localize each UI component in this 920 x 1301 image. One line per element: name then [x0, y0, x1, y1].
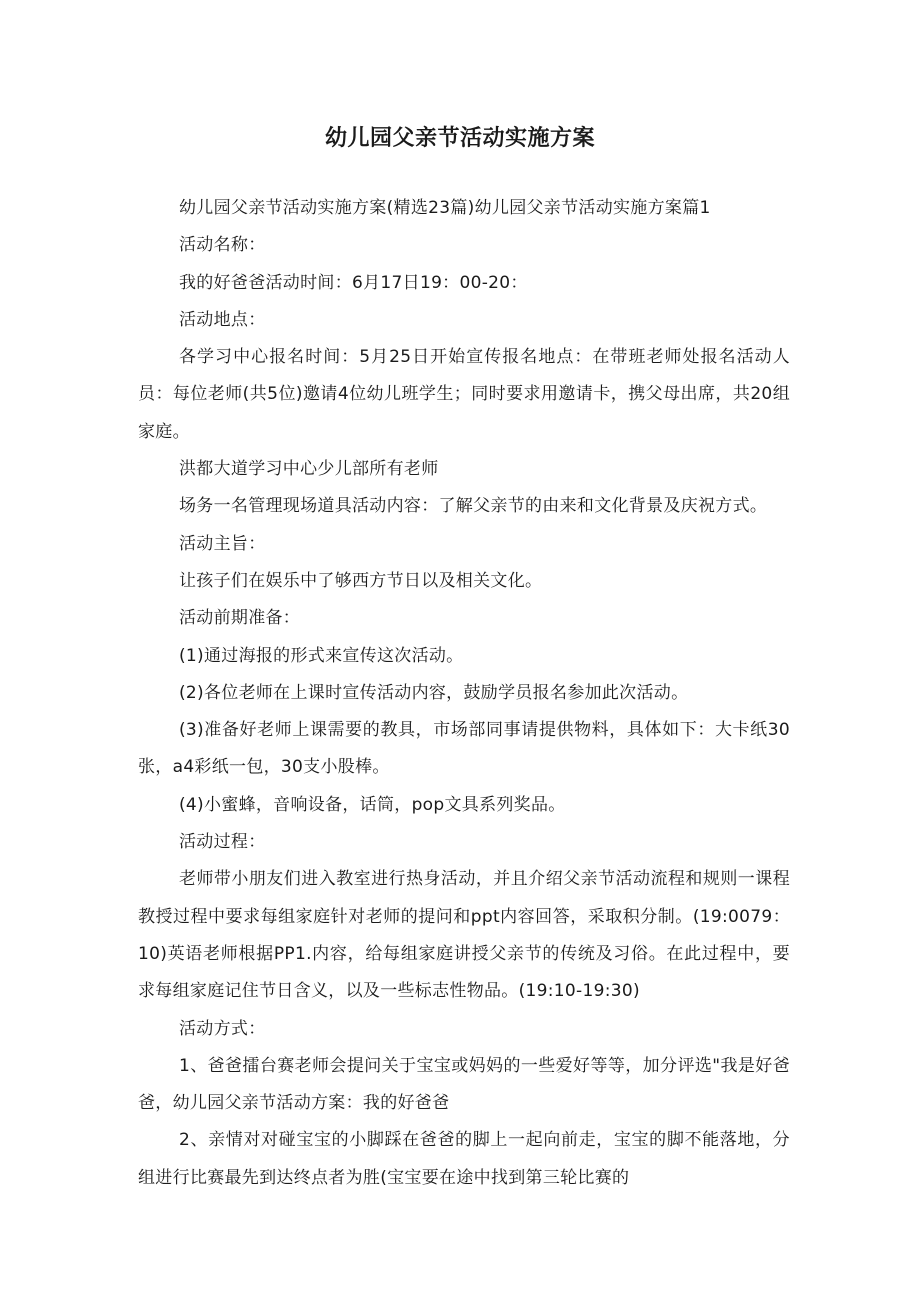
paragraph-intro: 幼儿园父亲节活动实施方案(精选23篇)幼儿园父亲节活动实施方案篇1 — [179, 198, 711, 218]
paragraph-method-label: 活动方式： — [179, 1018, 266, 1039]
paragraph-method-1: 1、爸爸擂台赛老师会提问关于宝宝或妈妈的一些爱好等等，加分评选"我是好爸爸，幼儿园父亲节活动方案：我的好爸爸 — [138, 1055, 790, 1114]
paragraph-prep-3: (3)准备好老师上课需要的教具，市场部同事请提供物料，具体如下：大卡纸30张，a4彩纸一包，30支小股棒。 — [138, 720, 790, 778]
paragraph-teachers: 洪都大道学习中心少儿部所有老师 — [179, 459, 439, 480]
paragraph-process: 老师带小朋友们进入教室进行热身活动，并且介绍父亲节活动流程和规则一课程教授过程中要求每组家庭针对老师的提问和ppt内容回答，采取积分制。(19:0079：10)英语老师根据PP1.内容，给每组家庭讲授父亲节的传统及习俗。在此过程中，要求每组家庭记住节日含义，以及一些标志性物品。(19:10-19:30) — [138, 869, 790, 1002]
document-body — [138, 190, 790, 1197]
paragraph-preparation-label: 活动前期准备： — [179, 608, 301, 629]
paragraph-content: 场务一名管理现场道具活动内容：了解父亲节的由来和文化背景及庆祝方式。 — [179, 496, 768, 517]
paragraph-purpose: 让孩子们在娱乐中了够西方节日以及相关文化。 — [179, 570, 543, 591]
paragraph-location-label: 活动地点： — [179, 309, 266, 330]
paragraph-prep-4: (4)小蜜蜂，音响设备，话筒，pop文具系列奖品。 — [179, 794, 566, 815]
paragraph-activity-name-label: 活动名称： — [179, 235, 266, 256]
paragraph-method-2: 2、亲情对对碰宝宝的小脚踩在爸爸的脚上一起向前走，宝宝的脚不能落地，分组进行比赛最先到达终点者为胜(宝宝要在途中找到第三轮比赛的 — [138, 1130, 790, 1188]
paragraph-registration: 各学习中心报名时间：5月25日开始宣传报名地点：在带班老师处报名活动人员：每位老师(共5位)邀请4位幼儿班学生；同时要求用邀请卡，携父母出席，共20组家庭。 — [138, 347, 790, 442]
document-title: 幼儿园父亲节活动实施方案 — [324, 126, 595, 151]
paragraph-prep-1: (1)通过海报的形式来宣传这次活动。 — [179, 645, 464, 666]
paragraph-activity-name-time: 我的好爸爸活动时间：6月17日19：00-20： — [179, 272, 528, 293]
paragraph-prep-2: (2)各位老师在上课时宣传活动内容，鼓励学员报名参加此次活动。 — [179, 682, 689, 703]
paragraph-purpose-label: 活动主旨： — [179, 533, 266, 554]
paragraph-process-label: 活动过程： — [179, 832, 266, 853]
